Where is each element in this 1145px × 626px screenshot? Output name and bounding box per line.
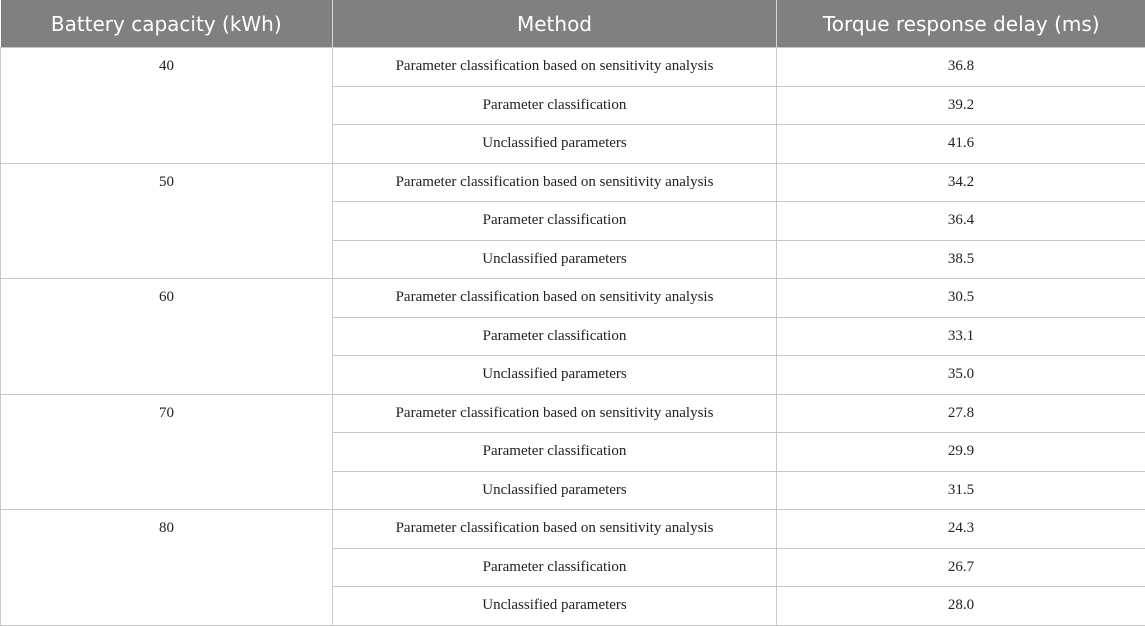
delay-cell: 36.4 [777,202,1145,241]
method-cell: Unclassified parameters [333,471,777,510]
table-row [1,163,1145,202]
delay-cell: 28.0 [777,587,1145,626]
delay-cell: 35.0 [777,356,1145,395]
delay-cell: 34.2 [777,163,1145,202]
delay-cell: 24.3 [777,510,1145,549]
delay-cell: 36.8 [777,48,1145,87]
method-cell: Parameter classification based on sensitivity analysis [333,279,777,318]
table-row [1,394,1145,433]
battery-capacity-cell: 60 [1,279,333,395]
method-cell: Parameter classification [333,433,777,472]
method-cell: Parameter classification [333,86,777,125]
method-cell: Unclassified parameters [333,125,777,164]
delay-cell: 39.2 [777,86,1145,125]
method-cell: Parameter classification [333,317,777,356]
method-cell: Parameter classification [333,202,777,241]
battery-capacity-cell: 70 [1,394,333,510]
delay-cell: 33.1 [777,317,1145,356]
delay-cell: 30.5 [777,279,1145,318]
method-cell: Unclassified parameters [333,587,777,626]
battery-capacity-cell: 40 [1,48,333,164]
method-cell: Parameter classification based on sensitivity analysis [333,48,777,87]
delay-cell: 41.6 [777,125,1145,164]
method-cell: Parameter classification based on sensitivity analysis [333,510,777,549]
header-row [1,0,1145,48]
delay-cell: 27.8 [777,394,1145,433]
delay-cell: 38.5 [777,240,1145,279]
method-cell: Parameter classification based on sensitivity analysis [333,394,777,433]
delay-cell: 29.9 [777,433,1145,472]
method-cell: Parameter classification [333,548,777,587]
table-header [1,0,1145,48]
header-battery-capacity: Battery capacity (kWh) [1,0,333,48]
battery-capacity-cell: 80 [1,510,333,626]
method-cell: Unclassified parameters [333,240,777,279]
table-row [1,279,1145,318]
method-cell: Unclassified parameters [333,356,777,395]
table-body [1,48,1145,626]
method-cell: Parameter classification based on sensitivity analysis [333,163,777,202]
header-method: Method [333,0,777,48]
delay-cell: 31.5 [777,471,1145,510]
header-torque-response-delay: Torque response delay (ms) [777,0,1145,48]
table-row [1,510,1145,549]
delay-cell: 26.7 [777,548,1145,587]
battery-capacity-cell: 50 [1,163,333,279]
table-row [1,48,1145,87]
